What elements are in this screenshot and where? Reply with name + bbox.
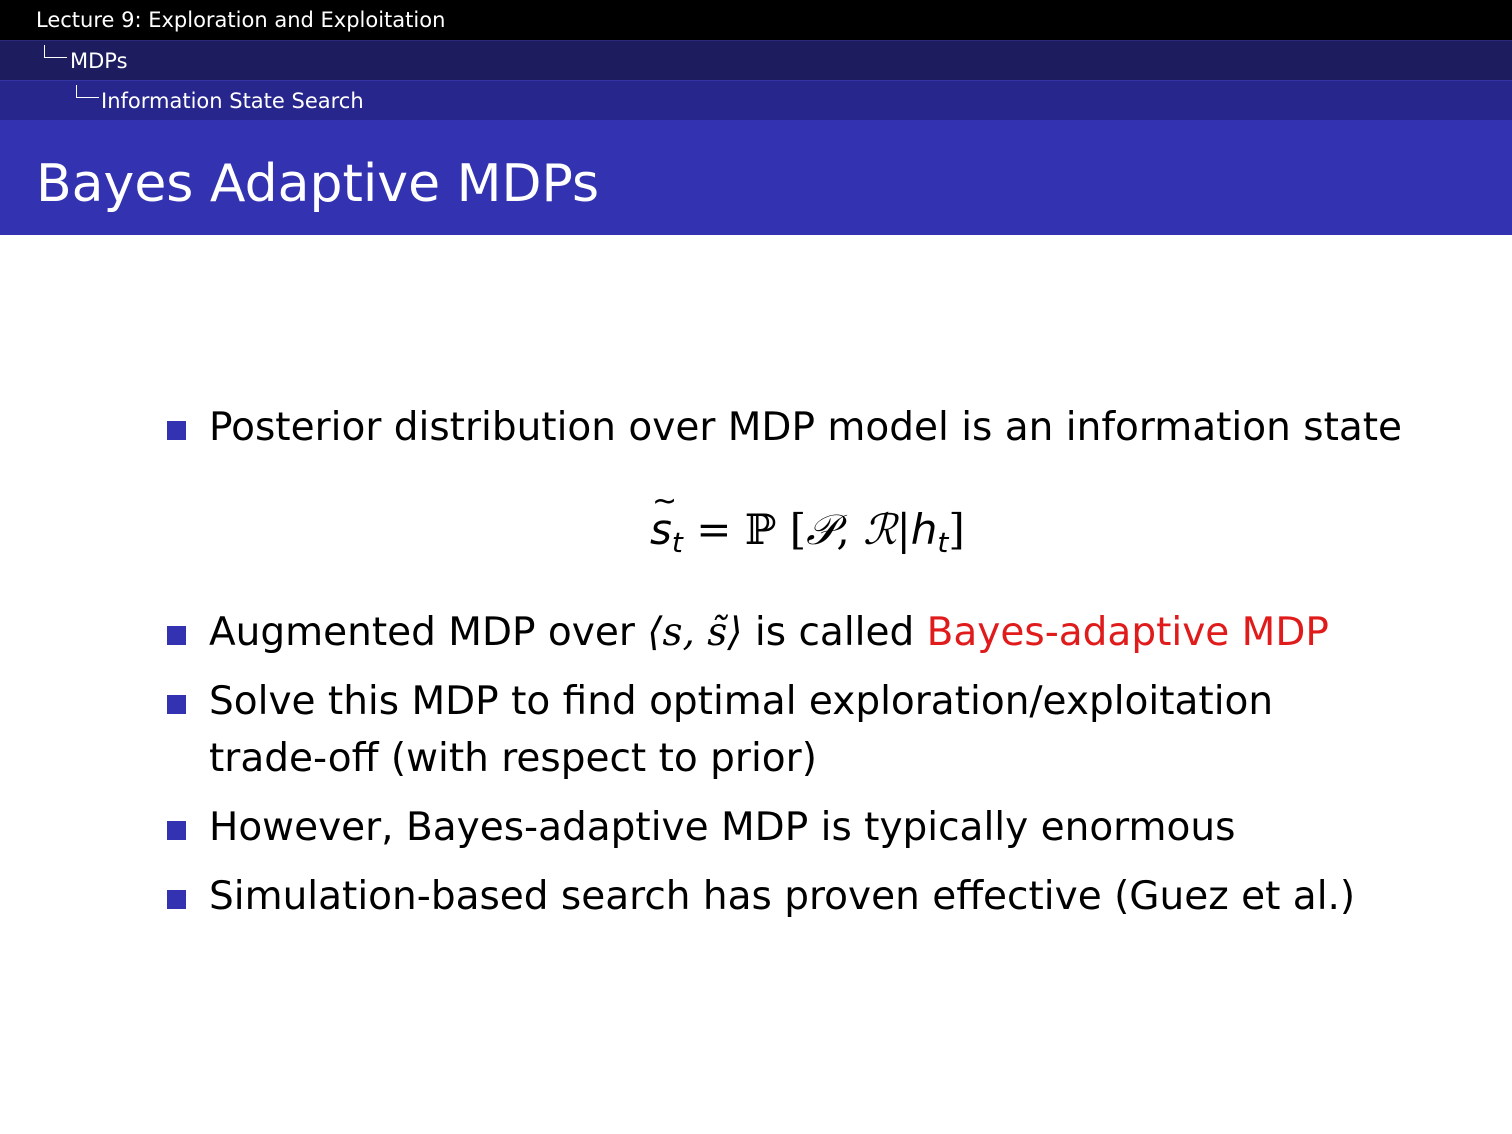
header-section-bar (0, 40, 1512, 80)
formula-close-bracket: ] (948, 505, 965, 554)
tree-connector-icon (76, 85, 99, 98)
bullet-square-icon (167, 890, 186, 909)
formula-lhs: s ~ (650, 500, 672, 560)
header-section-title: MDPs (70, 49, 128, 73)
bullet-text-line-2: trade-off (with respect to prior) (209, 736, 817, 781)
bullet-text-pre: Augmented MDP over (209, 610, 648, 655)
formula-history: h (910, 505, 938, 554)
formula-lhs-subscript: t (671, 526, 683, 559)
header-lecture-title: Lecture 9: Exploration and Exploitation (36, 8, 446, 32)
formula-probability-operator: ℙ (744, 505, 777, 554)
slide-title: Bayes Adaptive MDPs (36, 154, 600, 214)
formula-reward-model: ℛ (863, 505, 897, 554)
bullet-text: Simulation-based search has proven effective (Guez et al.) (209, 874, 1356, 919)
bullet-text: However, Bayes-adaptive MDP is typically enormous (209, 805, 1236, 850)
slide-title-bar (0, 120, 1512, 235)
formula-history-subscript: t (937, 526, 949, 559)
bullet-math-tuple: ⟨s, s̃⟩ (647, 610, 743, 655)
bayes-adaptive-mdp-highlight: Bayes-adaptive MDP (926, 610, 1329, 655)
tree-connector-icon (44, 45, 67, 58)
header-lecture-bar (0, 0, 1512, 40)
bullet-square-icon (167, 695, 186, 714)
formula-comma: , (836, 505, 864, 554)
formula-given-bar: | (896, 505, 911, 554)
bullet-square-icon (167, 626, 186, 645)
header-subsection-title: Information State Search (101, 89, 364, 113)
bullet-text: Posterior distribution over MDP model is an information state (209, 405, 1403, 450)
formula-equals: = (682, 505, 745, 554)
bullet-text (209, 604, 1329, 661)
formula-open-bracket: [ (776, 505, 807, 554)
bullet-square-icon (167, 821, 186, 840)
bullet-text-line-1: Solve this MDP to find optimal exploration/exploitation (209, 679, 1274, 724)
header-subsection-bar (0, 80, 1512, 120)
formula-transition-model: 𝒫 (806, 505, 837, 554)
formula (650, 500, 965, 573)
bullet-text-mid: is called (742, 610, 927, 655)
bullet-square-icon (167, 421, 186, 440)
